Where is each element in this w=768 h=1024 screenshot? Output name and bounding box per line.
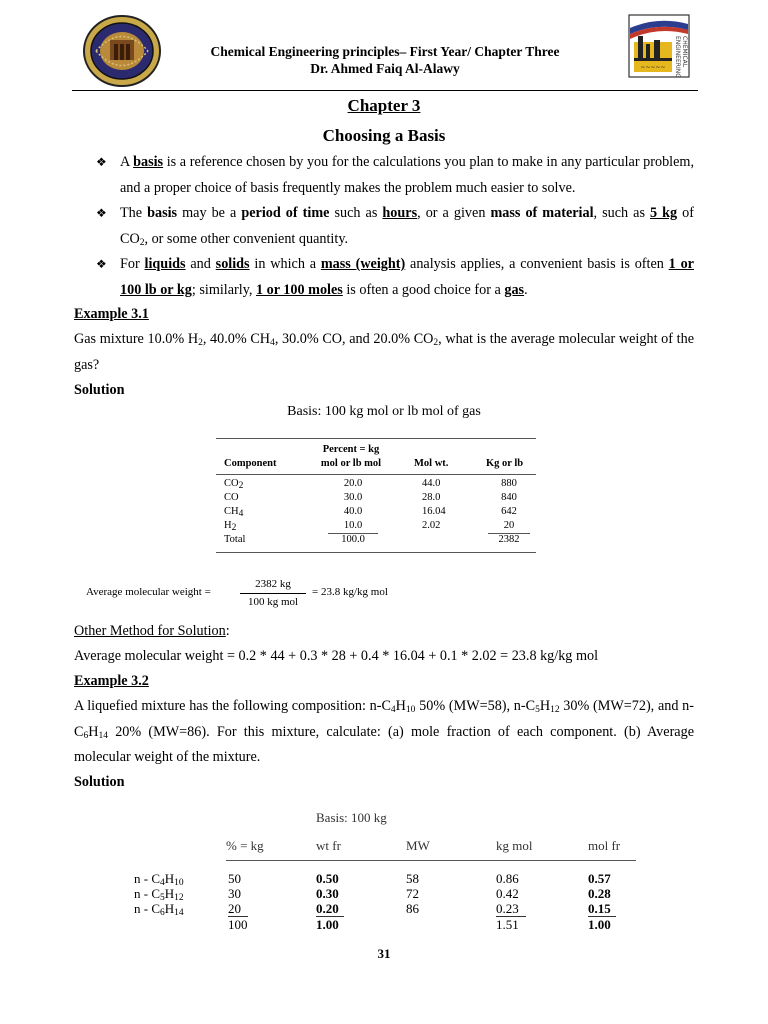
table-1-molwt: 44.0 [422,478,441,489]
table-1-percent: 30.0 [343,492,363,503]
table-1-header-kg: Kg or lb [486,458,524,469]
table-2-pct: 100 [228,917,248,932]
example-2-question: A liquefied mixture has the following composition: $n-C_4H_{10}$ 50% (MW=58), $n-C_5H_{12}$ 30% (MW=72), and $n-C_6H_{14}$ 20% (MW=86). For this mixture, calculate: (a) mole fraction of each component. (b) Average molecular weight of the mixture. [74,698,694,766]
example-1-question: Gas mixture 10.0% $H_2$, 40.0% $CH_4$, 30.0% CO, and 20.0% $CO_2$, what is the average molecular weight of the gas? [74,331,694,373]
avg-mw-label: Average molecular weight = [86,586,211,598]
other-method-equation: Average molecular weight = 0.2 * 44 + 0.3 * 28 + 0.4 * 16.04 + 0.1 * 2.02 = 23.8 kg/kg mol [74,648,599,664]
table-2-header-molfr: mol fr [588,838,621,853]
table-2-molfr: 1.00 [588,917,611,932]
table-2-header-rule [226,860,636,861]
header-rule [72,90,698,91]
table-2-header-kgmol: kg mol [496,838,533,853]
table-1-percent: 40.0 [343,506,363,517]
header-line-2: Dr. Ahmed Faiq Al-Alawy [310,61,460,76]
table-1-header-percent: Percent = kg [322,444,380,455]
table-2-wtfr: 0.50 [316,871,339,886]
example-2-heading: Example 3.2 [74,673,149,689]
table-1-molwt: 28.0 [422,492,441,503]
fraction-denominator: 100 kg mol [247,596,299,608]
table-1-kg: 2382 [498,534,520,545]
fraction-result: = 23.8 kg/kg mol [312,586,388,598]
table-2-pct: 30 [228,886,241,901]
table-2-pct: 20 [228,901,241,916]
example-2-basis: Basis: 100 kg [316,810,387,825]
table-2-pct: 50 [228,871,241,886]
example-1-solution-label: Solution [74,382,125,398]
bullet-2: The basis may be a period of time such as hours, or a given mass of material, such as 5 kg of $CO_2$, or some other convenient quantity. [120,205,694,248]
bullet-icon: ❖ [96,257,107,271]
table-2-wtfr: 0.30 [316,886,339,901]
table-2-component: n - $C_6H_{14}$ [134,901,184,918]
table-1-component: $H_2$ [224,520,237,533]
table-2-mw: 86 [406,901,419,916]
table-1-kg: 840 [501,492,517,503]
table-2-wtfr: 1.00 [316,917,339,932]
bullet-3: For liquids and solids in which a mass (weight) analysis applies, a convenient basis is often 1 or 100 lb or kg; similarly, 1 or 100 moles is often a good choice for a gas. [120,256,694,298]
table-2-component: n - $C_4H_{10}$ [134,871,184,888]
table-1-header-component: Component [224,458,277,469]
table-1-kg: 642 [501,506,517,517]
example-2-solution-label: Solution [74,774,125,790]
chapter-title: Chapter 3 [347,96,421,115]
table-1-component: $CO_2$ [224,478,244,491]
table-2-kgmol: 0.86 [496,871,519,886]
page-number: 31 [377,946,391,961]
table-2-wtfr: 0.20 [316,901,339,916]
table-2-header-wtfr: wt fr [316,838,341,853]
department-logo [628,14,690,78]
bullet-icon: ❖ [96,155,107,169]
table-1-header-molwt: Mol wt. [414,458,449,469]
section-title: Choosing a Basis [322,126,446,145]
table-1-component: CO [224,492,239,503]
table-2-molfr: 0.15 [588,901,611,916]
example-1-heading: Example 3.1 [74,306,149,322]
bullet-icon: ❖ [96,206,107,220]
table-2-kgmol: 1.51 [496,917,519,932]
table-2-header-pct: % = kg [226,838,264,853]
department-logo-text: CHEMICAL ENGINEERING [674,36,688,78]
header-line-1: Chemical Engineering principles– First Year/ Chapter Three [210,44,560,59]
table-1-header-molunit: mol or lb mol [320,458,382,469]
table-2-kgmol: 0.23 [496,901,519,916]
table-1-component: Total [224,534,246,545]
table-2-molfr: 0.57 [588,871,611,886]
example-1-basis: Basis: 100 kg mol or lb mol of gas [287,404,481,419]
table-2-kgmol: 0.42 [496,886,519,901]
fraction-bar [240,593,306,594]
fraction-numerator: 2382 kg [255,578,291,590]
table-2-mw: 58 [406,871,419,886]
table-1-percent: 10.0 [343,520,363,531]
table-1-molwt: 2.02 [422,520,441,531]
table-1-kg: 880 [501,478,517,489]
table-2-molfr: 0.28 [588,886,611,901]
other-method-label: Other Method for Solution: [74,623,230,639]
table-1-molwt: 16.04 [422,506,446,517]
table-1-kg: 20 [503,520,515,531]
bullet-1: A basis is a reference chosen by you for the calculations you plan to make in any particular problem, and a proper choice of basis frequently makes the problem much easier to solve. [120,154,694,196]
svg-text:~~~~~: ~~~~~ [640,64,666,71]
table-1-percent: 20.0 [343,478,363,489]
table-1-component: $CH_4$ [224,506,244,519]
table-2-header-mw: MW [406,838,430,853]
table-1 [216,436,536,554]
table-1-percent: 100.0 [341,534,365,545]
table-2-component: n - $C_5H_{12}$ [134,886,184,903]
table-2-mw: 72 [406,886,419,901]
